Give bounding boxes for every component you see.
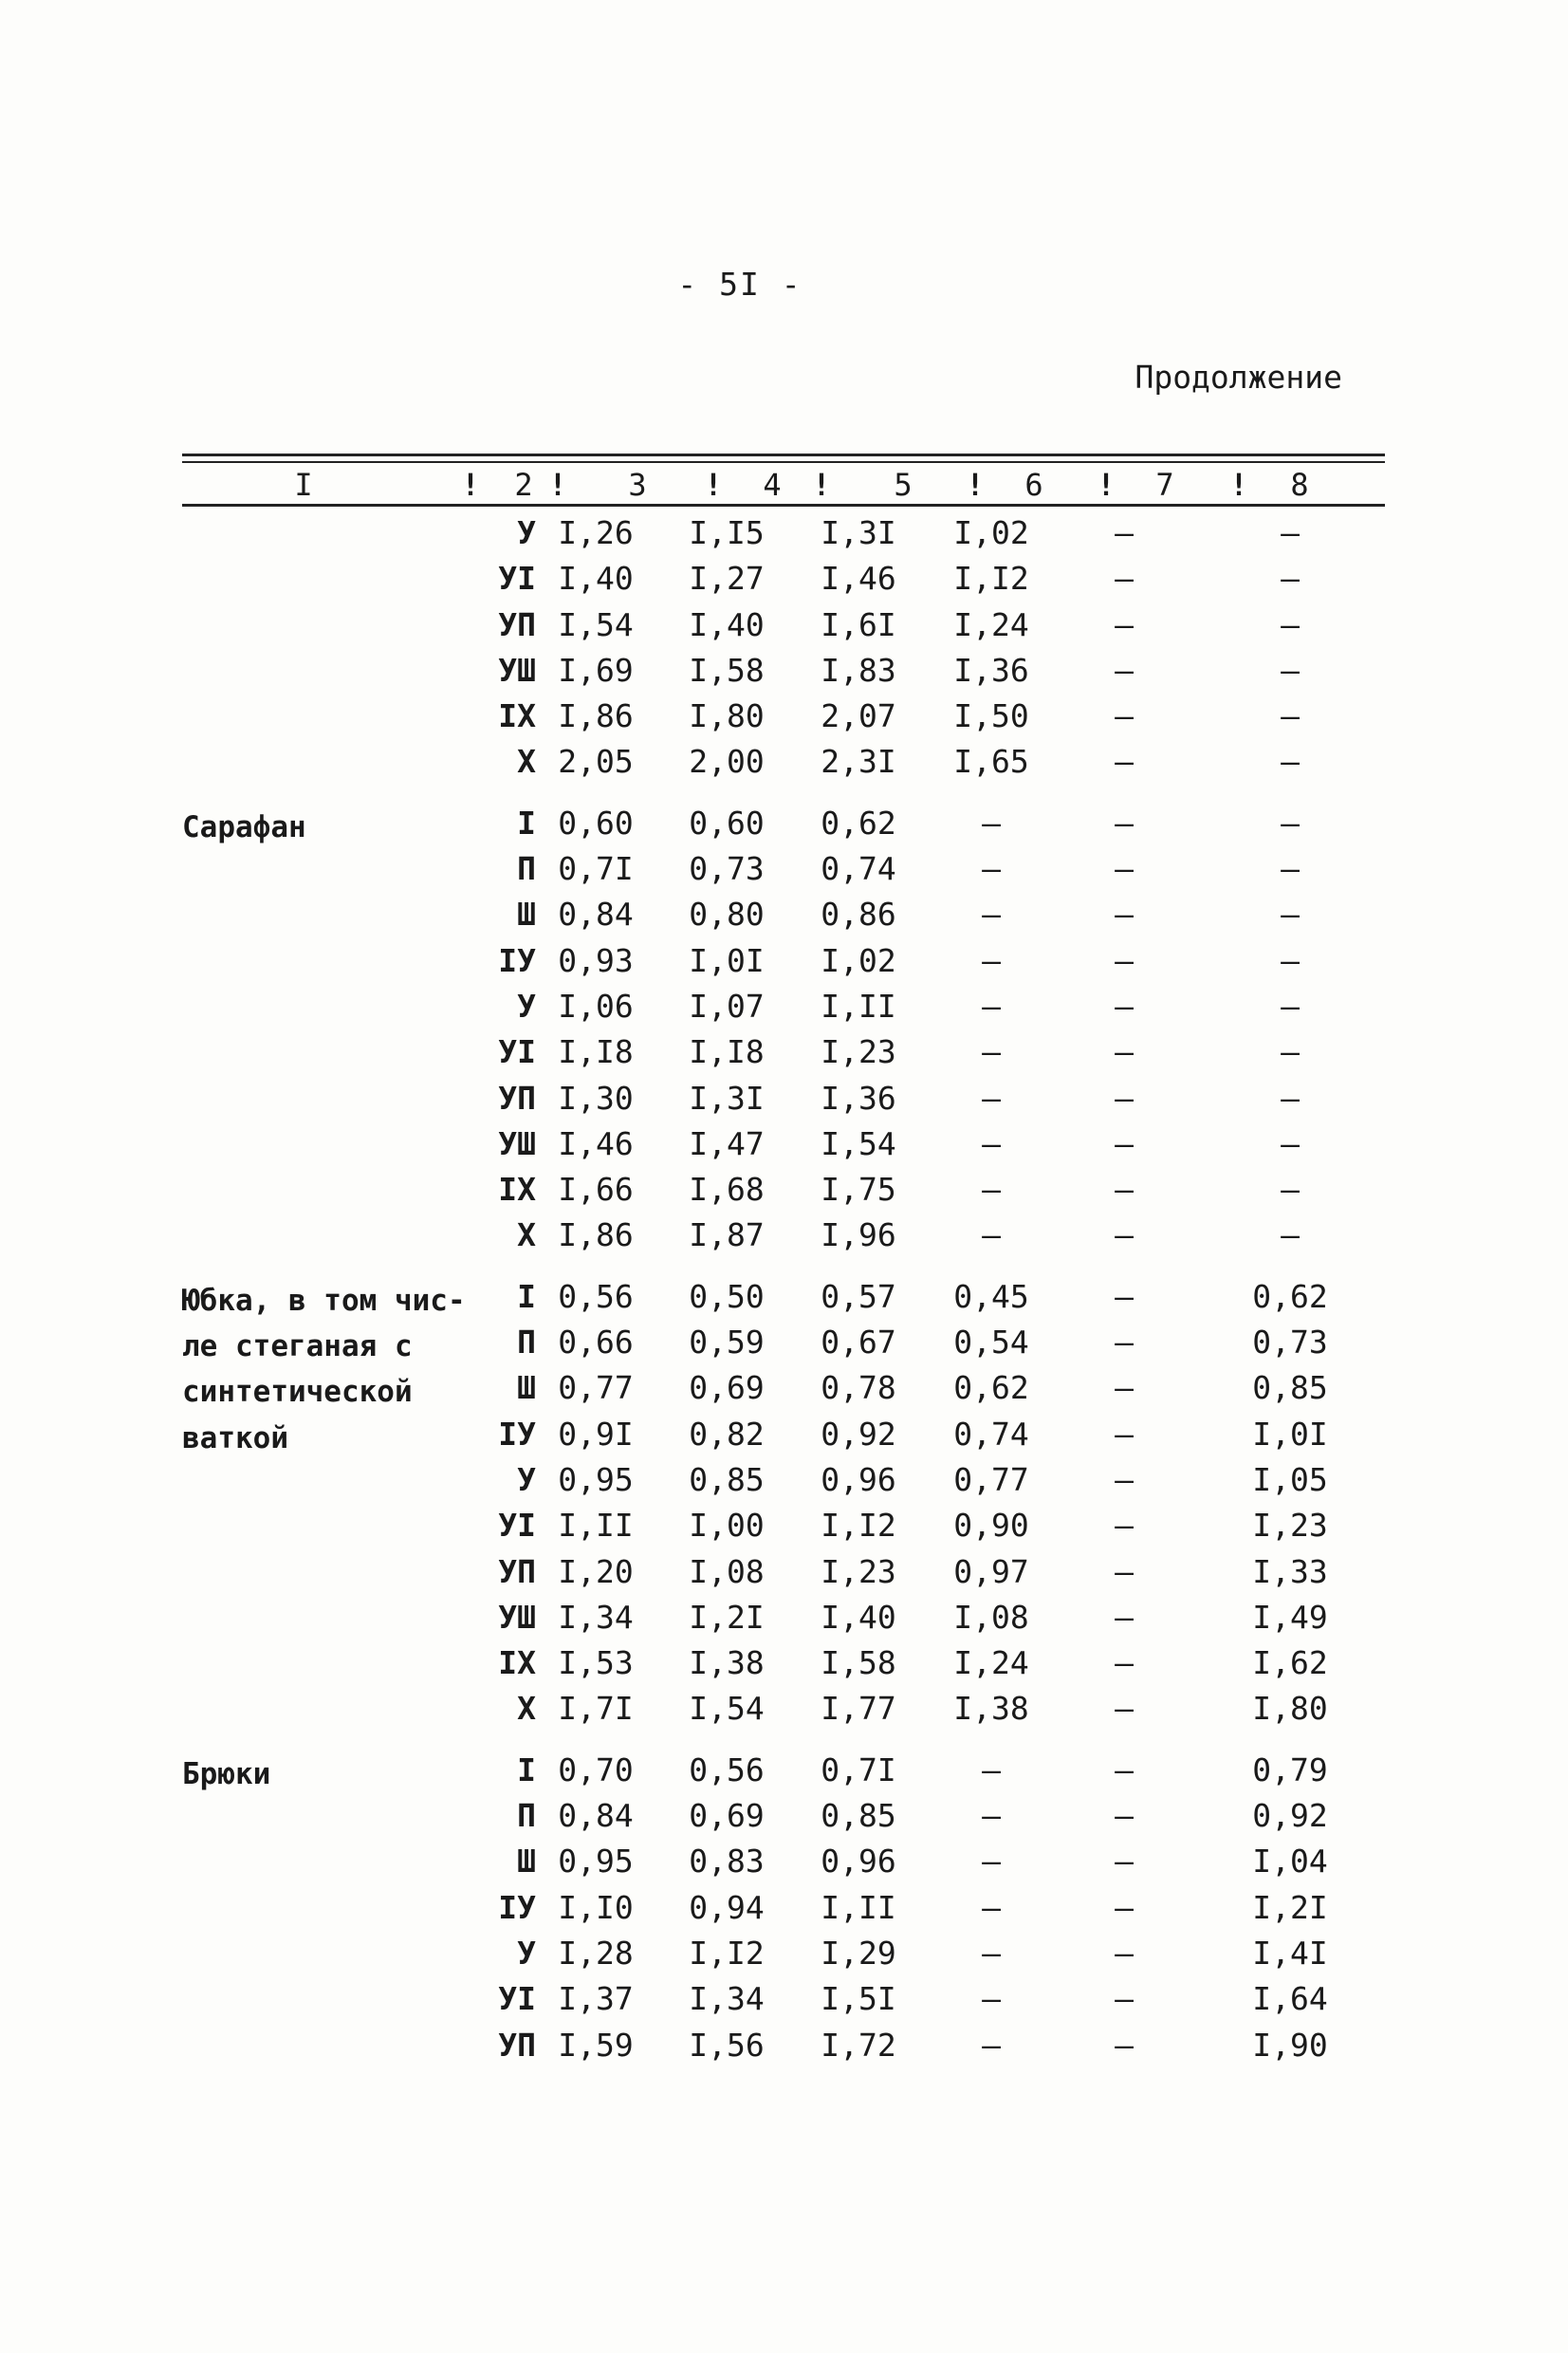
size-cell: УШ: [498, 651, 536, 689]
value-cell: 0,73: [1252, 1324, 1328, 1362]
value-cell: I,87: [689, 1216, 765, 1254]
value-cell: 0,69: [689, 1369, 765, 1407]
value-cell: –: [1115, 987, 1134, 1025]
size-cell: IУ: [498, 1415, 536, 1453]
value-cell: I,26: [558, 514, 634, 551]
header-col-3: 3: [628, 467, 647, 503]
value-cell: I,40: [558, 560, 634, 598]
value-cell: I,08: [953, 1598, 1029, 1636]
header-col-1: I: [294, 467, 313, 503]
value-cell: 2,00: [689, 743, 765, 781]
value-cell: –: [1115, 514, 1134, 551]
value-cell: –: [982, 850, 1001, 888]
value-cell: –: [1281, 560, 1300, 598]
value-cell: 0,62: [821, 804, 896, 842]
value-cell: I,3I: [821, 514, 896, 551]
item-name: Юбка, в том чис- ле стеганая с синтетической ваткой: [182, 1283, 466, 1455]
value-cell: I,86: [558, 697, 634, 735]
table-top-rule: [182, 454, 1385, 456]
value-cell: –: [1281, 1079, 1300, 1117]
header-col-2: 2: [514, 467, 533, 503]
table-row: [182, 1837, 1385, 1882]
table-row: [182, 737, 1385, 783]
header-col-5: 5: [894, 467, 913, 503]
value-cell: 0,74: [821, 850, 896, 888]
value-cell: I,56: [689, 2026, 765, 2064]
value-cell: –: [1115, 941, 1134, 979]
value-cell: –: [1115, 1644, 1134, 1682]
value-cell: 0,57: [821, 1277, 896, 1315]
header-col-4: 4: [763, 467, 782, 503]
value-cell: I,40: [689, 605, 765, 643]
value-cell: 0,54: [953, 1324, 1029, 1362]
header-separator: !: [548, 467, 567, 503]
size-cell: IХ: [498, 1644, 536, 1682]
value-cell: I,I5: [689, 514, 765, 551]
value-cell: I,38: [689, 1644, 765, 1682]
value-cell: 0,77: [953, 1460, 1029, 1498]
table-row: [182, 1028, 1385, 1073]
value-cell: 0,83: [689, 1843, 765, 1881]
value-cell: 0,96: [821, 1460, 896, 1498]
value-cell: I,6I: [821, 605, 896, 643]
value-cell: I,46: [558, 1124, 634, 1162]
value-cell: I,I8: [558, 1033, 634, 1071]
table-row: [182, 1684, 1385, 1730]
value-cell: 0,56: [689, 1751, 765, 1788]
value-cell: –: [1115, 743, 1134, 781]
table-body: [182, 509, 1385, 2066]
size-cell: У: [517, 1934, 536, 1972]
value-cell: I,53: [558, 1644, 634, 1682]
value-cell: –: [1281, 514, 1300, 551]
size-cell: УП: [498, 1079, 536, 1117]
value-cell: –: [1115, 651, 1134, 689]
value-cell: I,00: [689, 1507, 765, 1545]
size-cell: УI: [498, 1507, 536, 1545]
value-cell: –: [1115, 1415, 1134, 1453]
value-cell: –: [982, 1797, 1001, 1835]
value-cell: 0,90: [953, 1507, 1029, 1545]
value-cell: I,75: [821, 1171, 896, 1209]
value-cell: 0,62: [1252, 1277, 1328, 1315]
value-cell: 0,79: [1252, 1751, 1328, 1788]
value-cell: 0,70: [558, 1751, 634, 1788]
header-col-7: 7: [1155, 467, 1174, 503]
value-cell: 0,84: [558, 1797, 634, 1835]
value-cell: I,86: [558, 1216, 634, 1254]
size-cell: УШ: [498, 1598, 536, 1636]
size-cell: Х: [517, 1690, 536, 1728]
value-cell: 0,78: [821, 1369, 896, 1407]
table-row: [182, 1074, 1385, 1120]
value-cell: –: [1115, 605, 1134, 643]
value-cell: –: [1115, 1033, 1134, 1071]
value-cell: –: [1115, 1324, 1134, 1362]
value-cell: 0,92: [821, 1415, 896, 1453]
value-cell: –: [982, 1934, 1001, 1972]
value-cell: –: [982, 987, 1001, 1025]
table-row: [182, 509, 1385, 554]
value-cell: I,06: [558, 987, 634, 1025]
value-cell: I,54: [689, 1690, 765, 1728]
header-separator: !: [966, 467, 985, 503]
value-cell: I,27: [689, 560, 765, 598]
value-cell: I,66: [558, 1171, 634, 1209]
value-cell: –: [982, 804, 1001, 842]
value-cell: 0,50: [689, 1277, 765, 1315]
value-cell: 0,94: [689, 1888, 765, 1926]
value-cell: I,36: [821, 1079, 896, 1117]
value-cell: –: [1115, 1507, 1134, 1545]
size-cell: УП: [498, 1552, 536, 1590]
value-cell: I,49: [1252, 1598, 1328, 1636]
size-cell: I: [517, 1751, 536, 1788]
value-cell: –: [1115, 1598, 1134, 1636]
size-cell: УШ: [498, 1124, 536, 1162]
value-cell: –: [982, 1124, 1001, 1162]
value-cell: –: [1115, 2026, 1134, 2064]
value-cell: 0,59: [689, 1324, 765, 1362]
value-cell: –: [1115, 1460, 1134, 1498]
value-cell: –: [1115, 896, 1134, 934]
table-row: [182, 646, 1385, 692]
item-name: Сарафан: [182, 809, 306, 844]
table-row: [182, 1791, 1385, 1837]
value-cell: I,I2: [689, 1934, 765, 1972]
value-cell: I,04: [1252, 1843, 1328, 1881]
value-cell: 0,85: [689, 1460, 765, 1498]
value-cell: –: [1115, 1797, 1134, 1835]
value-cell: I,90: [1252, 2026, 1328, 2064]
value-cell: I,54: [558, 605, 634, 643]
value-cell: 0,67: [821, 1324, 896, 1362]
value-cell: 0,85: [1252, 1369, 1328, 1407]
value-cell: I,4I: [1252, 1934, 1328, 1972]
size-cell: Х: [517, 1216, 536, 1254]
table-row: [182, 1165, 1385, 1211]
value-cell: I,II: [821, 987, 896, 1025]
value-cell: 0,62: [953, 1369, 1029, 1407]
value-cell: 0,7I: [821, 1751, 896, 1788]
value-cell: 0,95: [558, 1843, 634, 1881]
value-cell: –: [1115, 1751, 1134, 1788]
size-cell: IХ: [498, 1171, 536, 1209]
value-cell: –: [1115, 1690, 1134, 1728]
size-cell: У: [517, 514, 536, 551]
value-cell: I,08: [689, 1552, 765, 1590]
value-cell: 0,9I: [558, 1415, 634, 1453]
value-cell: –: [982, 896, 1001, 934]
table-top-rule-inner: [182, 461, 1385, 463]
value-cell: 0,95: [558, 1460, 634, 1498]
table-row: [182, 601, 1385, 646]
value-cell: I,46: [821, 560, 896, 598]
size-cell: УI: [498, 1033, 536, 1071]
value-cell: I,80: [689, 697, 765, 735]
value-cell: –: [982, 1751, 1001, 1788]
value-cell: I,I2: [821, 1507, 896, 1545]
value-cell: I,58: [821, 1644, 896, 1682]
value-cell: –: [1281, 743, 1300, 781]
page-number: - 5I -: [677, 266, 802, 303]
value-cell: –: [1115, 1124, 1134, 1162]
item-name: Брюки: [182, 1756, 271, 1791]
value-cell: –: [1281, 697, 1300, 735]
size-cell: IХ: [498, 697, 536, 735]
table-row: [182, 1883, 1385, 1929]
value-cell: I,7I: [558, 1690, 634, 1728]
table-header-rule: [182, 504, 1385, 507]
value-cell: 2,07: [821, 697, 896, 735]
table-row: [182, 799, 1385, 844]
value-cell: –: [1115, 1888, 1134, 1926]
value-cell: I,2I: [1252, 1888, 1328, 1926]
size-cell: У: [517, 987, 536, 1025]
header-separator: !: [1097, 467, 1116, 503]
size-cell: УI: [498, 560, 536, 598]
value-cell: I,62: [1252, 1644, 1328, 1682]
value-cell: I,65: [953, 743, 1029, 781]
value-cell: –: [1115, 1934, 1134, 1972]
value-cell: I,5I: [821, 1980, 896, 2018]
value-cell: –: [1115, 1843, 1134, 1881]
size-cell: Х: [517, 743, 536, 781]
value-cell: –: [1281, 605, 1300, 643]
value-cell: –: [982, 941, 1001, 979]
size-cell: УI: [498, 1980, 536, 2018]
value-cell: I,34: [558, 1598, 634, 1636]
value-cell: –: [1281, 941, 1300, 979]
table-row: [182, 2021, 1385, 2066]
size-cell: I: [517, 1277, 536, 1315]
value-cell: I,37: [558, 1980, 634, 2018]
value-cell: 0,84: [558, 896, 634, 934]
value-cell: I,30: [558, 1079, 634, 1117]
value-cell: –: [1281, 1216, 1300, 1254]
table-row: [182, 692, 1385, 737]
value-cell: I,II: [821, 1888, 896, 1926]
value-cell: –: [1115, 1369, 1134, 1407]
value-cell: I,I0: [558, 1888, 634, 1926]
table-row: [182, 1593, 1385, 1639]
table-header: [182, 465, 1385, 503]
size-cell: У: [517, 1460, 536, 1498]
value-cell: I,20: [558, 1552, 634, 1590]
value-cell: 0,92: [1252, 1797, 1328, 1835]
table-row: [182, 1363, 1385, 1409]
value-cell: I,72: [821, 2026, 896, 2064]
value-cell: –: [1115, 850, 1134, 888]
value-cell: 0,96: [821, 1843, 896, 1881]
value-cell: I,02: [953, 514, 1029, 551]
table-row: [182, 1318, 1385, 1363]
table-row: [182, 936, 1385, 982]
value-cell: 0,82: [689, 1415, 765, 1453]
value-cell: I,I8: [689, 1033, 765, 1071]
value-cell: I,07: [689, 987, 765, 1025]
value-cell: –: [982, 2026, 1001, 2064]
table-row: [182, 1974, 1385, 2020]
value-cell: –: [1281, 1124, 1300, 1162]
header-separator: !: [704, 467, 723, 503]
value-cell: 2,3I: [821, 743, 896, 781]
value-cell: 0,60: [558, 804, 634, 842]
size-cell: IУ: [498, 941, 536, 979]
value-cell: I,0I: [1252, 1415, 1328, 1453]
value-cell: I,64: [1252, 1980, 1328, 2018]
table-row: [182, 1746, 1385, 1791]
value-cell: –: [1115, 560, 1134, 598]
table-row: [182, 890, 1385, 936]
table-row: [182, 982, 1385, 1028]
value-cell: I,34: [689, 1980, 765, 2018]
table-row: [182, 1455, 1385, 1501]
value-cell: I,69: [558, 651, 634, 689]
value-cell: 0,73: [689, 850, 765, 888]
table-row: [182, 1410, 1385, 1455]
value-cell: 0,77: [558, 1369, 634, 1407]
value-cell: –: [982, 1079, 1001, 1117]
value-cell: I,80: [1252, 1690, 1328, 1728]
value-cell: 0,66: [558, 1324, 634, 1362]
size-cell: П: [517, 1324, 536, 1362]
size-cell: УП: [498, 2026, 536, 2064]
value-cell: –: [1281, 1171, 1300, 1209]
value-cell: –: [982, 1843, 1001, 1881]
value-cell: I,36: [953, 651, 1029, 689]
value-cell: –: [982, 1033, 1001, 1071]
value-cell: 0,97: [953, 1552, 1029, 1590]
value-cell: –: [1115, 1171, 1134, 1209]
value-cell: 0,80: [689, 896, 765, 934]
value-cell: –: [1281, 896, 1300, 934]
size-cell: I: [517, 804, 536, 842]
value-cell: I,47: [689, 1124, 765, 1162]
size-cell: Ш: [517, 1843, 536, 1881]
value-cell: –: [1281, 1033, 1300, 1071]
value-cell: –: [1115, 697, 1134, 735]
table-row: [182, 554, 1385, 600]
table-row: [182, 1211, 1385, 1256]
value-cell: –: [1281, 651, 1300, 689]
value-cell: I,23: [821, 1033, 896, 1071]
value-cell: –: [982, 1171, 1001, 1209]
header-separator: !: [1229, 467, 1248, 503]
value-cell: I,83: [821, 651, 896, 689]
value-cell: I,23: [1252, 1507, 1328, 1545]
value-cell: 0,56: [558, 1277, 634, 1315]
value-cell: –: [1281, 804, 1300, 842]
value-cell: –: [1281, 850, 1300, 888]
size-cell: П: [517, 1797, 536, 1835]
value-cell: I,77: [821, 1690, 896, 1728]
size-cell: IУ: [498, 1888, 536, 1926]
value-cell: 0,60: [689, 804, 765, 842]
header-col-8: 8: [1290, 467, 1309, 503]
value-cell: 0,86: [821, 896, 896, 934]
value-cell: I,40: [821, 1598, 896, 1636]
table-row: [182, 1120, 1385, 1165]
value-cell: I,59: [558, 2026, 634, 2064]
value-cell: 2,05: [558, 743, 634, 781]
size-cell: Ш: [517, 1369, 536, 1407]
value-cell: I,0I: [689, 941, 765, 979]
value-cell: 0,85: [821, 1797, 896, 1835]
value-cell: I,68: [689, 1171, 765, 1209]
value-cell: –: [1115, 1552, 1134, 1590]
header-col-6: 6: [1024, 467, 1043, 503]
value-cell: I,38: [953, 1690, 1029, 1728]
table-row: [182, 1501, 1385, 1547]
table-row: [182, 1639, 1385, 1684]
value-cell: I,II: [558, 1507, 634, 1545]
value-cell: I,54: [821, 1124, 896, 1162]
value-cell: 0,45: [953, 1277, 1029, 1315]
value-cell: I,24: [953, 605, 1029, 643]
table-row: [182, 1929, 1385, 1974]
value-cell: 0,69: [689, 1797, 765, 1835]
continuation-label: Продолжение: [1134, 359, 1342, 396]
value-cell: –: [1115, 1980, 1134, 2018]
value-cell: –: [1281, 987, 1300, 1025]
value-cell: I,96: [821, 1216, 896, 1254]
value-cell: I,05: [1252, 1460, 1328, 1498]
value-cell: I,24: [953, 1644, 1029, 1682]
value-cell: –: [1115, 1216, 1134, 1254]
value-cell: I,58: [689, 651, 765, 689]
header-separator: !: [812, 467, 831, 503]
size-cell: П: [517, 850, 536, 888]
value-cell: I,23: [821, 1552, 896, 1590]
value-cell: –: [982, 1216, 1001, 1254]
value-cell: –: [1115, 804, 1134, 842]
header-separator: !: [461, 467, 480, 503]
value-cell: I,I2: [953, 560, 1029, 598]
value-cell: –: [1115, 1079, 1134, 1117]
value-cell: I,28: [558, 1934, 634, 1972]
value-cell: I,33: [1252, 1552, 1328, 1590]
size-cell: УП: [498, 605, 536, 643]
value-cell: I,29: [821, 1934, 896, 1972]
value-cell: –: [1115, 1277, 1134, 1315]
table-row: [182, 844, 1385, 890]
value-cell: 0,74: [953, 1415, 1029, 1453]
value-cell: –: [982, 1888, 1001, 1926]
table-row: [182, 1547, 1385, 1593]
value-cell: I,3I: [689, 1079, 765, 1117]
value-cell: I,02: [821, 941, 896, 979]
size-cell: Ш: [517, 896, 536, 934]
value-cell: 0,7I: [558, 850, 634, 888]
value-cell: I,2I: [689, 1598, 765, 1636]
value-cell: –: [982, 1980, 1001, 2018]
value-cell: I,50: [953, 697, 1029, 735]
value-cell: 0,93: [558, 941, 634, 979]
